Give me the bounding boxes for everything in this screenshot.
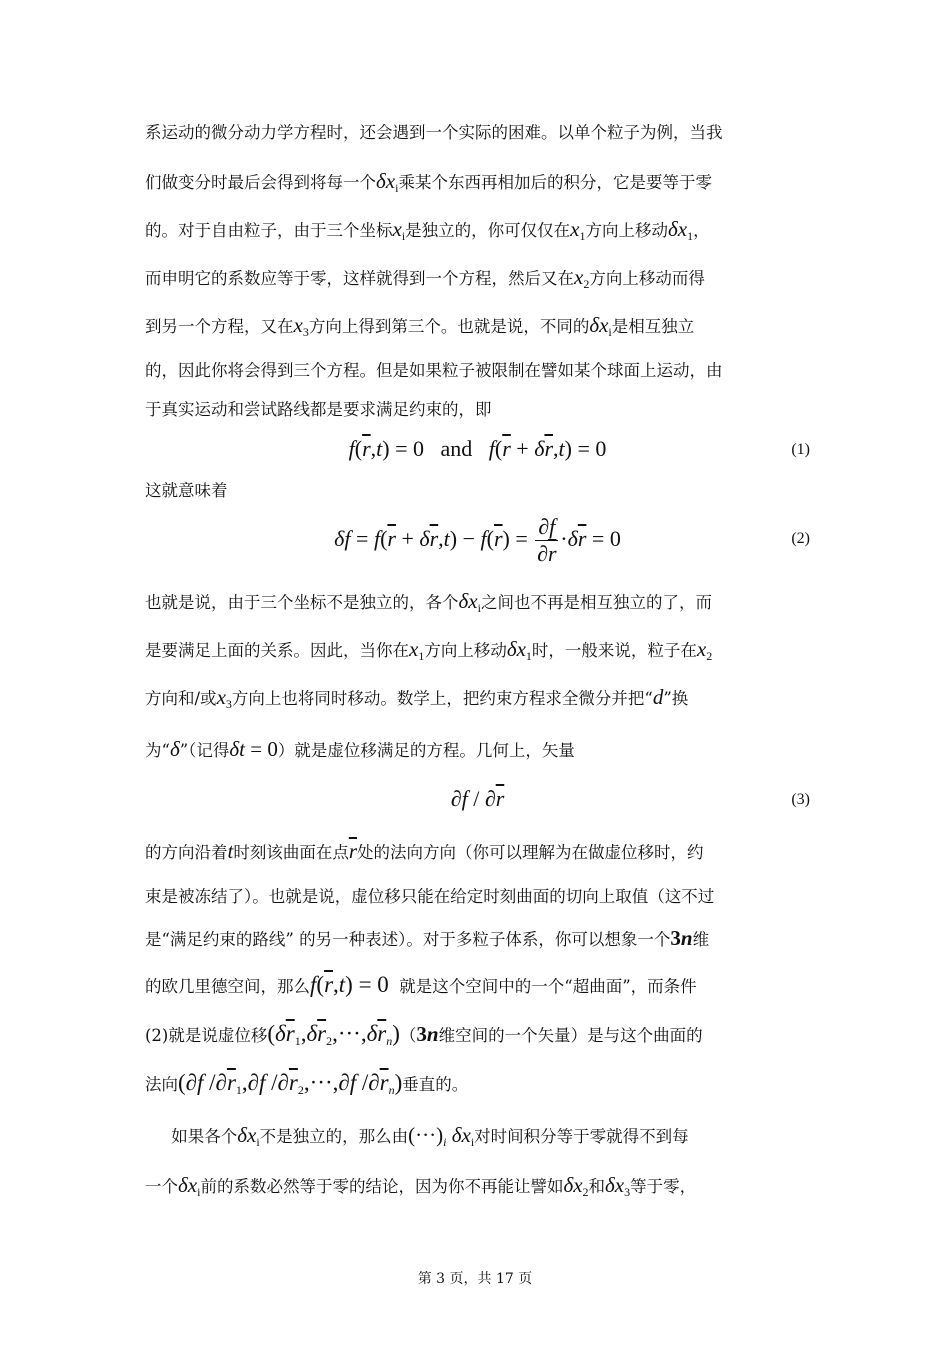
text-span: 方向和/或 <box>145 689 217 708</box>
text-span: 的。对于自由粒子，由于三个坐标 <box>145 221 393 240</box>
math-inline: $\delta x_1$ <box>668 217 694 243</box>
math-inline: t <box>227 839 234 863</box>
text-line <box>145 926 810 952</box>
equation-number: (1) <box>791 441 810 458</box>
fraction: $\frac{\partial f}{\partial\overline{r}}$ <box>537 514 557 567</box>
math-inline: $\overline{r}$ <box>348 839 358 863</box>
text-span: 是相互独立 <box>611 317 695 336</box>
text-span: ）就是虚位移满足的方程。几何上，矢量 <box>277 741 575 760</box>
math-inline: δ <box>169 737 180 761</box>
math-inline: = 0 <box>245 737 278 761</box>
text-line <box>145 1173 810 1199</box>
equation-number: (3) <box>791 791 810 808</box>
text-span: 也就是说，由于三个坐标不是独立的，各个 <box>145 593 459 612</box>
math-inline: $\delta x_i$ <box>237 1123 260 1149</box>
text-line <box>145 839 810 865</box>
math-inline: $f(\overline{r},t) = 0$ <box>310 972 389 997</box>
text-span: 前的系数必然等于零的结论，因为你不再能让譬如 <box>200 1177 564 1196</box>
math-inline: 3n <box>670 926 693 950</box>
math-inline: $\delta x_i$ <box>451 1123 475 1149</box>
math-inline: $x_2$ <box>574 265 590 291</box>
text-span: 方向上得到第三个。也就是说，不同的 <box>308 317 590 336</box>
text-line <box>145 217 810 243</box>
text-span: （ <box>399 1026 417 1045</box>
text-line <box>145 1123 810 1149</box>
math-inline: $(\cdot\cdot\cdot)_i$ <box>408 1123 447 1149</box>
math-inline: $x_1$ <box>570 217 586 243</box>
text-span: 不是独立的，那么由 <box>259 1127 409 1146</box>
text-span: 处的法向方向（你可以理解为在做虚位移时，约 <box>357 843 704 862</box>
page-footer: 第 3 页，共 17 页 <box>417 1271 533 1287</box>
text-span: ， <box>693 221 710 240</box>
text-line <box>145 398 810 422</box>
text-span: 垂直的。 <box>402 1075 469 1094</box>
text-span: 之间也不再是相互独立的了，而 <box>480 593 712 612</box>
text-span: 是要满足上面的关系。因此，当你在 <box>145 641 409 660</box>
text-line <box>145 737 810 763</box>
text-span: 方向上移动 <box>585 221 668 240</box>
text-span: 系运动的微分动力学方程时，还会遇到一个实际的困难。以单个粒子为例，当我 <box>145 123 723 142</box>
text-span: 时刻该曲面在点 <box>233 843 349 862</box>
math-inline: (∂f $/\partial\overline{r}_1,\partial f$ $/\partial\overline{r}_2,\cdot\cdot\cdot,\partial f$ $/\partial\overline{r}_n$) <box>178 1070 403 1097</box>
text-span: 对时间积分等于零就得不到每 <box>474 1127 689 1146</box>
math-inline: $\delta x_3$ <box>605 1173 631 1199</box>
text-span: 是独立的，你可仅仅在 <box>405 221 571 240</box>
text-span: 为“ <box>145 741 170 760</box>
text-span: 法向 <box>145 1075 178 1094</box>
text-span: 方向上也将同时移动。数学上，把约束方程求全微分并把“ <box>231 689 653 708</box>
text-span: 等于零， <box>630 1177 697 1196</box>
equation-2 <box>145 510 810 570</box>
text-line <box>145 685 810 711</box>
text-span: 如果各个 <box>171 1127 238 1146</box>
text-span: 就是这个空间中的一个“超曲面”，而条件 <box>399 977 697 996</box>
math-inline: $\delta x_i$ <box>458 589 481 615</box>
text-span: 时，一般来说，粒子在 <box>531 641 697 660</box>
text-line <box>145 169 810 195</box>
math-inline: $x_1$ <box>409 637 425 663</box>
text-span: 的方向沿着 <box>145 843 228 862</box>
text-span: (2)就是说虚位移 <box>145 1026 268 1045</box>
text-span: 们做变分时最后会得到将每一个 <box>145 173 376 192</box>
equation-2-body: $\delta f = f(\overline{r} + \delta\overline{r},t) - f(\overline{r})$ = $\frac{\partial f}{\partial\overline{r}}$ $\cdot\delta\overline{r} = 0$ <box>334 514 621 567</box>
math-inline: $\delta x_i$ <box>376 169 399 195</box>
text-line <box>145 973 810 999</box>
text-line <box>145 1022 810 1048</box>
text-span: 于真实运动和尝试路线都是要求满足约束的，即 <box>145 400 492 419</box>
text-span: 到另一个方程，又在 <box>145 317 294 336</box>
text-line <box>145 121 810 145</box>
equation-1 <box>145 436 810 466</box>
equation-number: (2) <box>791 530 810 547</box>
math-inline: $\delta x_i$ <box>589 313 612 339</box>
text-span: 这就意味着 <box>145 481 228 500</box>
text-span: 维 <box>692 930 710 949</box>
text-span: 的，因此你将会得到三个方程。但是如果粒子被限制在譬如某个球面上运动，由 <box>145 361 723 380</box>
math-inline: $\delta x_2$ <box>563 1173 589 1199</box>
equation-3-body: $\partial f / \partial\overline{r}$ <box>450 786 505 811</box>
math-inline: $\delta x_1$ <box>506 637 532 663</box>
math-inline: $(\delta\overline{r}_1,\delta\overline{r}_2,\cdot\cdot\cdot,\delta\overline{r}_n)$ <box>267 1021 400 1048</box>
math-inline: $x_2$ <box>696 637 713 663</box>
text-line <box>145 589 810 615</box>
equation-1-body: $f(\overline{r},t) = 0$ and $f(\overline{r} + \delta\overline{r},t) = 0$ <box>348 436 607 461</box>
text-span: ”（记得 <box>179 741 230 760</box>
eq-and-word: and <box>440 436 473 461</box>
math-inline: d <box>652 685 664 709</box>
text-span: 乘某个东西再相加后的积分，它是要等于零 <box>398 173 712 192</box>
math-inline: $x_3$ <box>216 685 232 711</box>
text-line <box>145 313 810 339</box>
text-line <box>145 265 810 291</box>
text-span: 方向上移动 <box>424 641 507 660</box>
text-line <box>145 1071 810 1097</box>
text-line <box>145 637 810 663</box>
math-inline: 3n <box>416 1022 439 1046</box>
text-span: 维空间的一个矢量）是与这个曲面的 <box>438 1026 703 1045</box>
text-span: 的欧几里德空间，那么 <box>145 977 310 996</box>
text-line <box>145 885 810 909</box>
text-span: 和 <box>588 1177 606 1196</box>
text-span: 束是被冻结了）。也就是说，虚位移只能在给定时刻曲面的切向上取值（这不过 <box>145 887 715 906</box>
text-span: 是“满足约束的路线” 的另一种表述）。对于多粒子体系，你可以想象一个 <box>145 930 671 949</box>
text-line <box>145 359 810 383</box>
text-span: 一个 <box>145 1177 178 1196</box>
math-inline: $\delta x_i$ <box>178 1173 201 1199</box>
math-inline: $x_i$ <box>392 217 406 243</box>
text-span: 方向上移动而得 <box>589 269 705 288</box>
text-span: ”换 <box>663 689 689 708</box>
text-span: 而申明它的系数应等于零，这样就得到一个方程，然后又在 <box>145 269 574 288</box>
math-inline: $x_3$ <box>293 313 309 339</box>
equation-3 <box>145 786 810 816</box>
math-inline: δt <box>229 737 245 761</box>
text-line <box>145 479 810 503</box>
